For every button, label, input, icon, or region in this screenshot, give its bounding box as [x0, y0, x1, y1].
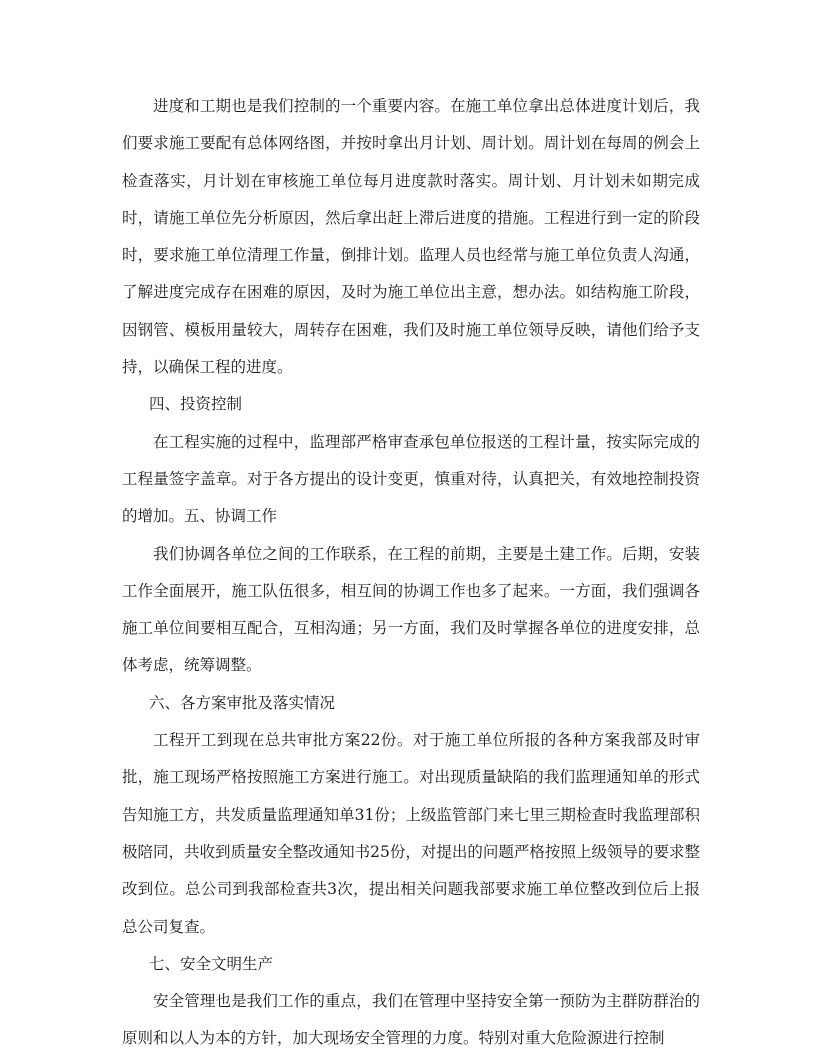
paragraph-investment-control: 在工程实施的过程中，监理部严格审查承包单位报送的工程计量，按实际完成的工程量签字盖章。对于各方提出的设计变更，慎重对待，认真把关，有效地控制投资的增加。五、协调工作 [122, 432, 700, 526]
paragraph-coordination: 我们协调各单位之间的工作联系，在工程的前期，主要是土建工作。后期，安装工作全面展开，施工队伍很多，相互间的协调工作也多了起来。一方面，我们强调各施工单位间要相互配合，互相沟通；另一方面，我们及时掌握各单位的进度安排，总体考虑，统筹调整。 [122, 544, 700, 675]
paragraph-safety-production: 安全管理也是我们工作的重点，我们在管理中坚持安全第一预防为主群防群治的原则和以人为本的方针，加大现场安全管理的力度。特别对重大危险源进行控制 [122, 992, 700, 1048]
heading-safety-production: 七、安全文明生产 [149, 954, 274, 973]
paragraph-plan-approval: 工程开工到现在总共审批方案22份。对于施工单位所报的各种方案我部及时审批，施工现场严格按照施工方案进行施工。对出现质量缺陷的我们监理通知单的形式告知施工方，共发质量监理通知单31份；上级监管部门来七里三期检查时我监理部积极陪同，共收到质量安全整改通知书25份，对提出的问题严格按照上级领导的要求整改到位。总公司到我部检查共3次，提出相关问题我部要求施工单位整改到位后上报总公司复查。 [122, 731, 700, 936]
paragraph-schedule-control: 进度和工期也是我们控制的一个重要内容。在施工单位拿出总体进度计划后，我们要求施工要配有总体网络图，并按时拿出月计划、周计划。周计划在每周的例会上检查落实，月计划在审核施工单位每月进度款时落实。周计划、月计划未如期完成时，请施工单位先分析原因，然后拿出赶上滞后进度的措施。工程进行到一定的阶段时，要求施工单位清理工作量，倒排计划。监理人员也经常与施工单位负责人沟通，了解进度完成存在困难的原因，及时为施工单位出主意，想办法。如结构施工阶段，因钢管、模板用量较大，周转存在困难，我们及时施工单位领导反映，请他们给予支持，以确保工程的进度。 [122, 97, 700, 377]
heading-plan-approval: 六、各方案审批及落实情况 [149, 693, 336, 712]
heading-investment-control: 四、投资控制 [149, 395, 243, 414]
document-page [122, 88, 700, 1058]
